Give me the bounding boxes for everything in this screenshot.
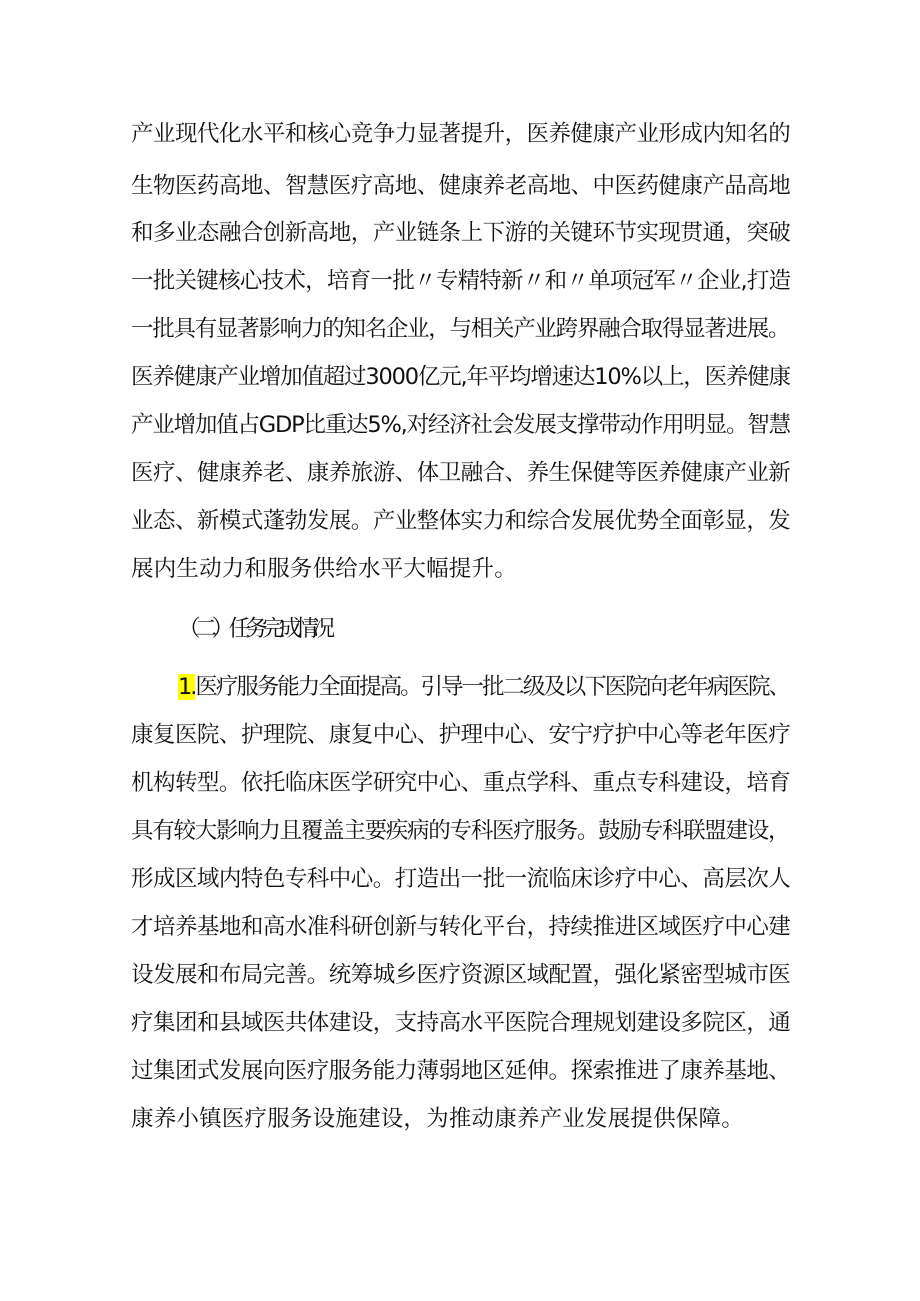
text-line: 一批具有显著影响力的知名企业，与相关产业跨界融合取得显著进展。 — [131, 316, 790, 342]
text-line: 产业增加值占GDP比重达5%,对经济社会发展支撑带动作用明显。智慧 — [131, 412, 790, 438]
text-line: 医疗、健康养老、康养旅游、体卫融合、养生保健等医养健康产业新 — [131, 460, 791, 486]
text-line: 才培养基地和高水准科研创新与转化平台，持续推进区域医疗中心建 — [131, 914, 791, 940]
list-number-highlighted: 1. — [178, 674, 196, 700]
section-heading: （二）任务完成情况 — [178, 616, 330, 642]
text-line: 医养健康产业增加值超过3000亿元,年平均增速达10%以上，医养健康 — [131, 364, 790, 390]
text-line: 过集团式发展向医疗服务能力薄弱地区延伸。探索推进了康养基地、 — [131, 1058, 791, 1084]
text-line-rest: 医疗服务能力全面提高。引导一批二级及以下医院向老年病医院、 — [195, 674, 789, 700]
text-line: 康复医院、护理院、康复中心、护理中心、安宁疗护中心等老年医疗 — [131, 722, 791, 748]
text-line: 疗集团和县域医共体建设，支持高水平医院合理规划建设多院区，通 — [131, 1010, 791, 1036]
text-line: 产业现代化水平和核心竞争力显著提升，医养健康产业形成内知名的 — [131, 121, 791, 147]
text-line: 生物医药高地、智慧医疗高地、健康养老高地、中医药健康产品高地 — [131, 173, 791, 199]
text-line: 机构转型。依托临床医学研究中心、重点学科、重点专科建设，培育 — [131, 770, 791, 796]
text-line: 具有较大影响力且覆盖主要疾病的专科医疗服务。鼓励专科联盟建设， — [131, 818, 790, 844]
text-line: 业态、新模式蓬勃发展。产业整体实力和综合发展优势全面彰显，发 — [131, 508, 791, 534]
text-line: 康养小镇医疗服务设施建设，为推动康养产业发展提供保障。 — [131, 1106, 744, 1132]
text-line: 形成区域内特色专科中心。打造出一批一流临床诊疗中心、高层次人 — [131, 866, 791, 892]
text-line: 设发展和布局完善。统筹城乡医疗资源区域配置，强化紧密型城市医 — [131, 962, 791, 988]
text-line: 展内生动力和服务供给水平大幅提升。 — [131, 556, 517, 582]
text-line: 和多业态融合创新高地，产业链条上下游的关键环节实现贯通，突破 — [131, 220, 791, 246]
text-line-numbered — [178, 672, 838, 702]
text-line: 一批关键核心技术，培育一批〃专精特新〃和〃单项冠军〃企业,打造 — [131, 268, 791, 294]
